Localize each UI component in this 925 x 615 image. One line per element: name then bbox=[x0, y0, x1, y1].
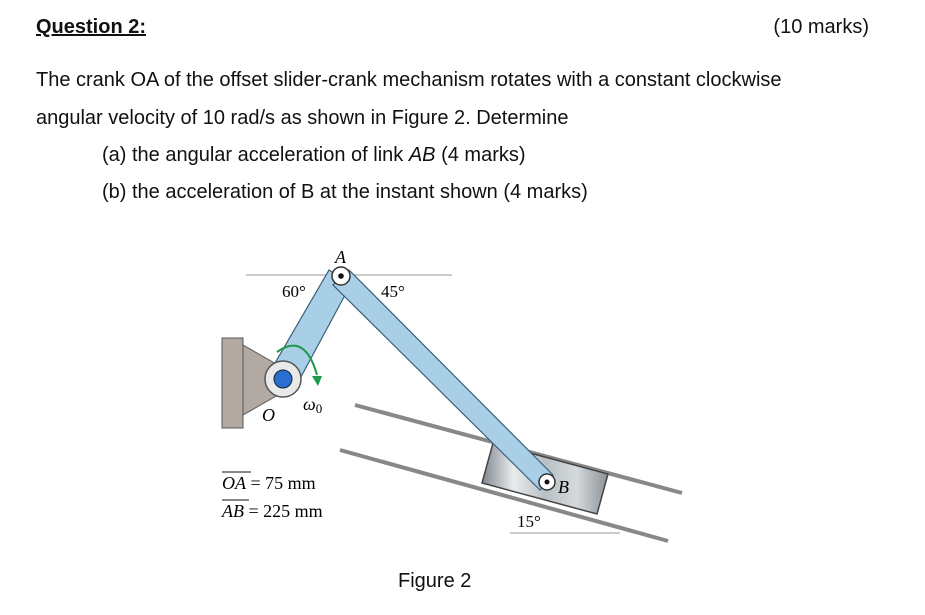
omega-subscript: 0 bbox=[315, 401, 323, 416]
wall bbox=[222, 338, 243, 428]
angle-60: 60° bbox=[282, 282, 306, 301]
omega-label bbox=[303, 394, 322, 416]
angle-15: 15° bbox=[517, 512, 541, 531]
dim-oa-value: = 75 mm bbox=[246, 473, 316, 493]
part-a-prefix: (a) the angular acceleration of link bbox=[102, 144, 409, 166]
dim-ab-value: = 225 mm bbox=[244, 501, 323, 521]
part-b: (b) the acceleration of B at the instant shown (4 marks) bbox=[102, 181, 588, 203]
pin-b-dot bbox=[545, 480, 550, 485]
label-a: A bbox=[335, 247, 346, 267]
question-line-2: angular velocity of 10 rad/s as shown in Figure 2. Determine bbox=[36, 107, 569, 129]
figure-caption: Figure 2 bbox=[398, 570, 472, 592]
omega-arrowhead-icon bbox=[312, 376, 322, 386]
question-marks: (10 marks) bbox=[773, 16, 869, 38]
dim-oa-label: OA bbox=[222, 473, 246, 493]
question-title: Question 2: bbox=[36, 16, 147, 38]
part-a-link: AB bbox=[408, 144, 436, 166]
dim-oa bbox=[222, 473, 316, 493]
pin-o-inner bbox=[274, 370, 292, 388]
dim-ab-label: AB bbox=[222, 501, 244, 521]
label-o: O bbox=[262, 405, 275, 425]
pin-a-dot bbox=[338, 273, 344, 279]
question-line-1: The crank OA of the offset slider-crank mechanism rotates with a constant clockwise bbox=[36, 69, 782, 91]
label-b: B bbox=[558, 477, 569, 497]
dim-ab bbox=[221, 501, 323, 521]
omega-symbol: ω bbox=[303, 394, 316, 414]
part-a-suffix: (4 marks) bbox=[435, 144, 526, 166]
angle-45: 45° bbox=[381, 282, 405, 301]
